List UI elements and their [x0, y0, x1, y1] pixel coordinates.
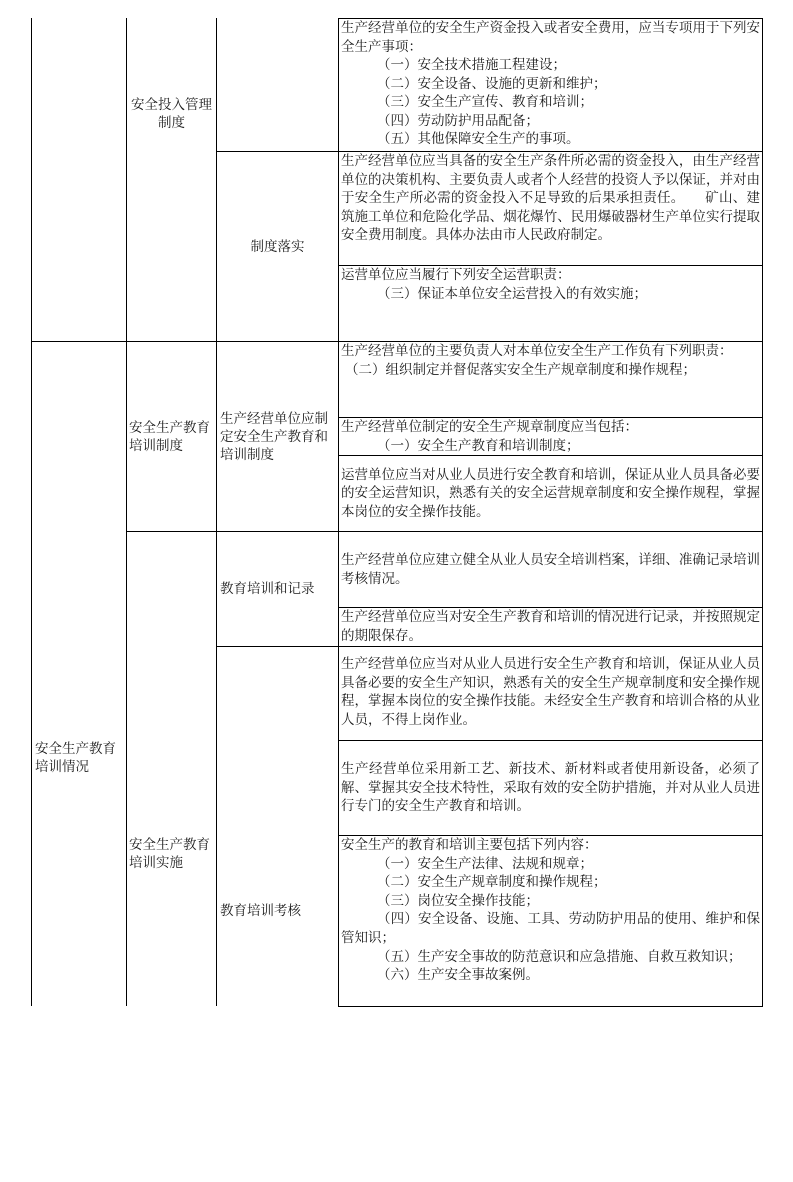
- text-line: （四）劳动防护用品配备；: [377, 112, 539, 129]
- content-block-a2: [339, 152, 762, 265]
- text-line: 生产经营单位的主要负责人对本单位安全生产工作负有下列职责：: [341, 343, 733, 359]
- text-line: （三）岗位安全操作技能；: [377, 892, 539, 909]
- text-line: 生产经营单位应建立健全从业人员安全培训档案，详细、准确记录培训考核情况。: [341, 552, 760, 587]
- section-a-row2-item-cell: [217, 152, 338, 341]
- content-block-b3: [339, 456, 762, 531]
- content-block-b5: [339, 608, 762, 646]
- text-line: 生产经营单位制定的安全生产规章制度应当包括：: [341, 419, 638, 435]
- section-b-group2-item1-label: 教育培训和记录: [220, 581, 315, 597]
- content-block-b7: [339, 741, 762, 835]
- content-bottom-border: [338, 1006, 763, 1007]
- text-line: （一）安全技术措施工程建设；: [377, 57, 566, 73]
- section-b-topic-label: 安全生产教育培训情况: [35, 741, 116, 775]
- content-block-b6: [339, 647, 762, 740]
- section-b-group1-category-cell: [127, 342, 216, 531]
- section-a-row2-item-label: 制度落实: [250, 238, 305, 255]
- text-line: 生产经营单位应当对安全生产教育和培训的情况进行记录，并按照规定的期限保存。: [341, 609, 760, 644]
- section-b-group1-item-cell: [217, 342, 338, 531]
- text-line: （三）安全生产宣传、教育和培训；: [377, 94, 593, 110]
- section-b-topic-cell: [32, 342, 126, 1182]
- text-line: 生产经营单位应当具备的安全生产条件所必需的资金投入，由生产经营单位的决策机构、主要负责人或者个人经营的投资人予以保证，并对由于安全生产所必需的资金投入不足导致的后果承担责任。 矿山、建筑施工单位和危险化学品、烟花爆竹、民用爆破器材生产单位实行提取安全费用制度。具体办法由市人民政府制定。: [341, 153, 760, 243]
- content-block-a1: [339, 19, 762, 151]
- content-block-b4: [339, 532, 762, 607]
- text-line: 运营单位应当履行下列安全运营职责：: [341, 267, 571, 283]
- section-b-group2-item2-cell: [217, 647, 338, 1006]
- text-line: 运营单位应当对从业人员进行安全教育和培训，保证从业人员具备必要的安全运营知识，熟悉有关的安全运营规章制度和安全操作规程，掌握本岗位的安全操作技能。: [341, 466, 760, 520]
- text-line: 生产经营单位采用新工艺、新技术、新材料或者使用新设备，必须了解、掌握其安全技术特性，采取有效的安全防护措施，并对从业人员进行专门的安全生产教育和培训。: [341, 761, 760, 815]
- text-line: （四）安全设备、设施、工具、劳动防护用品的使用、维护和保管知识；: [341, 911, 760, 946]
- text-line: 安全生产的教育和培训主要包括下列内容：: [341, 837, 598, 853]
- content-block-b1: [339, 342, 762, 417]
- content-block-b8: [339, 836, 762, 1006]
- text-line: （六）生产安全事故案例。: [377, 967, 539, 984]
- text-line: （五）其他保障安全生产的事项。: [377, 131, 580, 147]
- text-line: （三）保证本单位安全运营投入的有效实施；: [377, 285, 647, 302]
- text-line: 生产经营单位的安全生产资金投入或者安全费用，应当专项用于下列安全生产事项：: [341, 20, 760, 55]
- content-block-b2: [339, 418, 762, 455]
- section-b-group1-item-label: 生产经营单位应制定安全生产教育和培训制度: [220, 410, 328, 463]
- section-b-group2-category-cell: [127, 532, 216, 1006]
- section-b-group2-item2-label: 教育培训考核: [220, 903, 301, 919]
- section-b-group2-item1-cell: [217, 532, 338, 646]
- text-line: （五）生产安全事故的防范意识和应急措施、自救互救知识；: [377, 948, 742, 965]
- section-b-group2-category-label: 安全生产教育培训实施: [129, 837, 210, 871]
- text-line: （二）安全生产规章制度和操作规程；: [377, 874, 607, 891]
- text-line: （一）安全生产教育和培训制度；: [377, 437, 580, 454]
- content-block-a3: [339, 266, 762, 341]
- text-line: （一）安全生产法律、法规和规章；: [377, 855, 593, 872]
- text-line: （二）安全设备、设施的更新和维护；: [377, 75, 607, 92]
- col4-right-border: [762, 18, 763, 1006]
- section-a-category-cell: [127, 19, 216, 209]
- section-b-group1-category-label: 安全生产教育培训制度: [129, 419, 210, 454]
- section-a-category-label: 安全投入管理制度: [131, 97, 212, 131]
- text-line: 生产经营单位应当对从业人员进行安全生产教育和培训，保证从业人员具备必要的安全生产知识，熟悉有关的安全生产规章制度和安全操作规程，掌握本岗位的安全操作技能。未经安全生产教育和培训合格的从业人员，不得上岗作业。: [341, 656, 760, 728]
- text-line: （二）组织制定并督促落实安全生产规章制度和操作规程；: [345, 361, 696, 378]
